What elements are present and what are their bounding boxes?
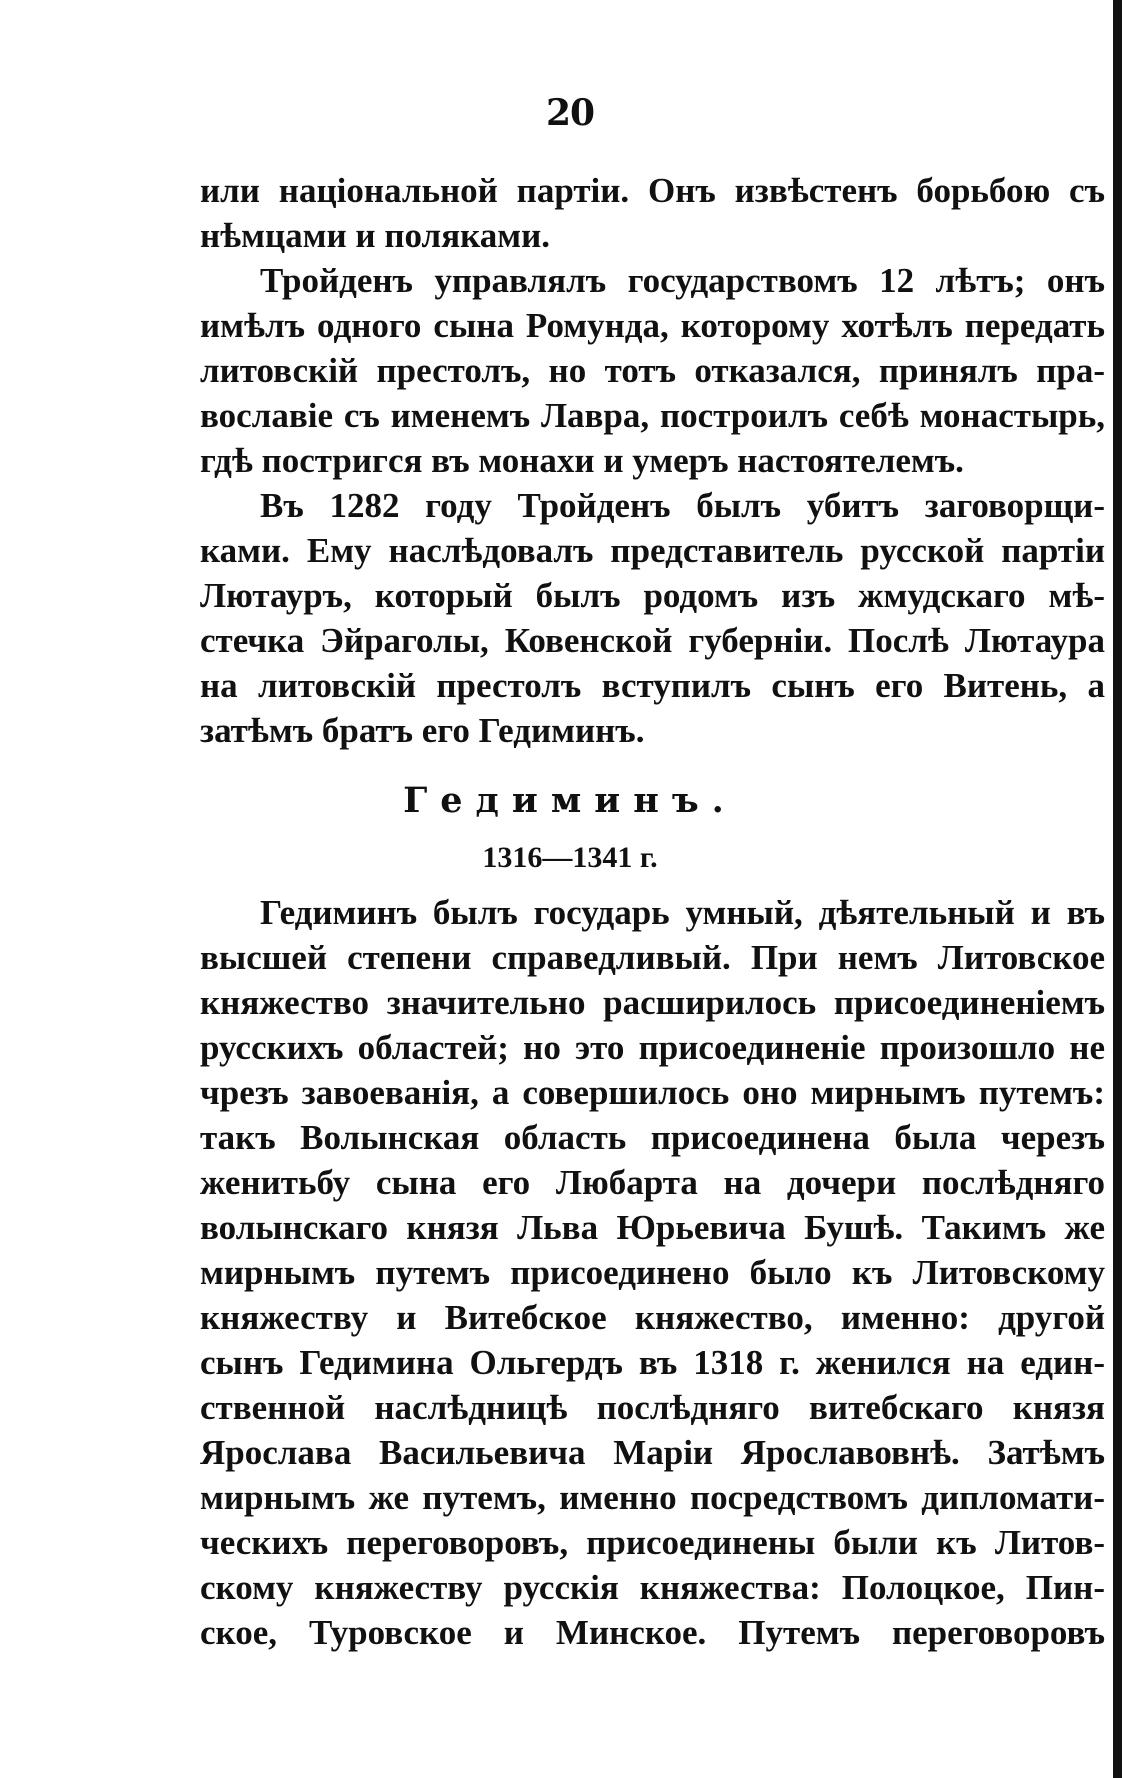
text-line: мирнымъ путемъ присоединено было къ Литовскому: [200, 1253, 1105, 1292]
text-line: высшей степени справедливый. При немъ Литовское: [200, 938, 1105, 977]
text-line: нѣмцами и поляками.: [200, 216, 551, 255]
paragraph-block-2: [200, 890, 1105, 1690]
text-line: литовскій престолъ, но тотъ отказался, принялъ пра-: [200, 351, 1105, 390]
text-line: ственной наслѣдницѣ послѣдняго витебскаго князя: [200, 1388, 1105, 1427]
text-line: ское, Туровское и Минское. Путемъ переговоровъ: [200, 1613, 1105, 1652]
page-number: 20: [545, 92, 595, 134]
text-line: Тройденъ управлялъ государствомъ 12 лѣтъ; онъ: [260, 261, 1105, 300]
text-line: волынскаго князя Льва Юрьевича Бушѣ. Такимъ же: [200, 1208, 1105, 1247]
text-line: Лютауръ, который былъ родомъ изъ жмудскаго мѣ-: [200, 576, 1105, 615]
text-line: имѣлъ одного сына Ромунда, которому хотѣлъ передать: [200, 306, 1105, 345]
text-line: такъ Волынская область присоединена была черезъ: [200, 1118, 1105, 1157]
text-line: женитьбу сына его Любарта на дочери послѣдняго: [200, 1163, 1105, 1202]
page-edge-shadow: [1113, 0, 1122, 1778]
section-dates: 1316—1341 г.: [482, 841, 658, 874]
text-line: русскихъ областей; но это присоединеніе произошло не: [200, 1028, 1105, 1067]
text-line: стечка Эйраголы, Ковенской губерніи. Послѣ Лютаура: [200, 621, 1105, 660]
text-line: княжество значительно расширилось присоединеніемъ: [200, 983, 1105, 1022]
text-line: или національной партіи. Онъ извѣстенъ борьбою съ: [200, 171, 1105, 210]
section-heading: Гедиминъ.: [403, 780, 737, 821]
text-line: скому княжеству русскія княжества: Полоцкое, Пин-: [200, 1568, 1105, 1607]
text-line: вославіе съ именемъ Лавра, построилъ себѣ монастырь,: [200, 396, 1105, 435]
text-line: Въ 1282 году Тройденъ былъ убитъ заговорщи-: [260, 486, 1105, 525]
text-line: гдѣ постригся въ монахи и умеръ настоятелемъ.: [200, 441, 964, 480]
text-line: мирнымъ же путемъ, именно посредствомъ дипломати-: [200, 1478, 1105, 1517]
text-line: ческихъ переговоровъ, присоединены были къ Литов-: [200, 1523, 1105, 1562]
text-line: ками. Ему наслѣдовалъ представитель русской партіи: [200, 531, 1105, 570]
text-line: княжеству и Витебское княжество, именно: другой: [200, 1298, 1105, 1337]
text-line: Гедиминъ былъ государь умный, дѣятельный и въ: [260, 893, 1105, 932]
paragraph-block-1: [200, 168, 1105, 753]
text-line: чрезъ завоеванія, а совершилось оно мирнымъ путемъ:: [200, 1073, 1105, 1112]
text-line: затѣмъ братъ его Гедиминъ.: [200, 711, 645, 750]
text-line: на литовскій престолъ вступилъ сынъ его Витень, а: [200, 666, 1105, 705]
text-line: сынъ Гедимина Ольгердъ въ 1318 г. женился на един-: [200, 1343, 1105, 1382]
text-line: Ярослава Васильевича Маріи Ярославовнѣ. Затѣмъ: [200, 1433, 1105, 1472]
